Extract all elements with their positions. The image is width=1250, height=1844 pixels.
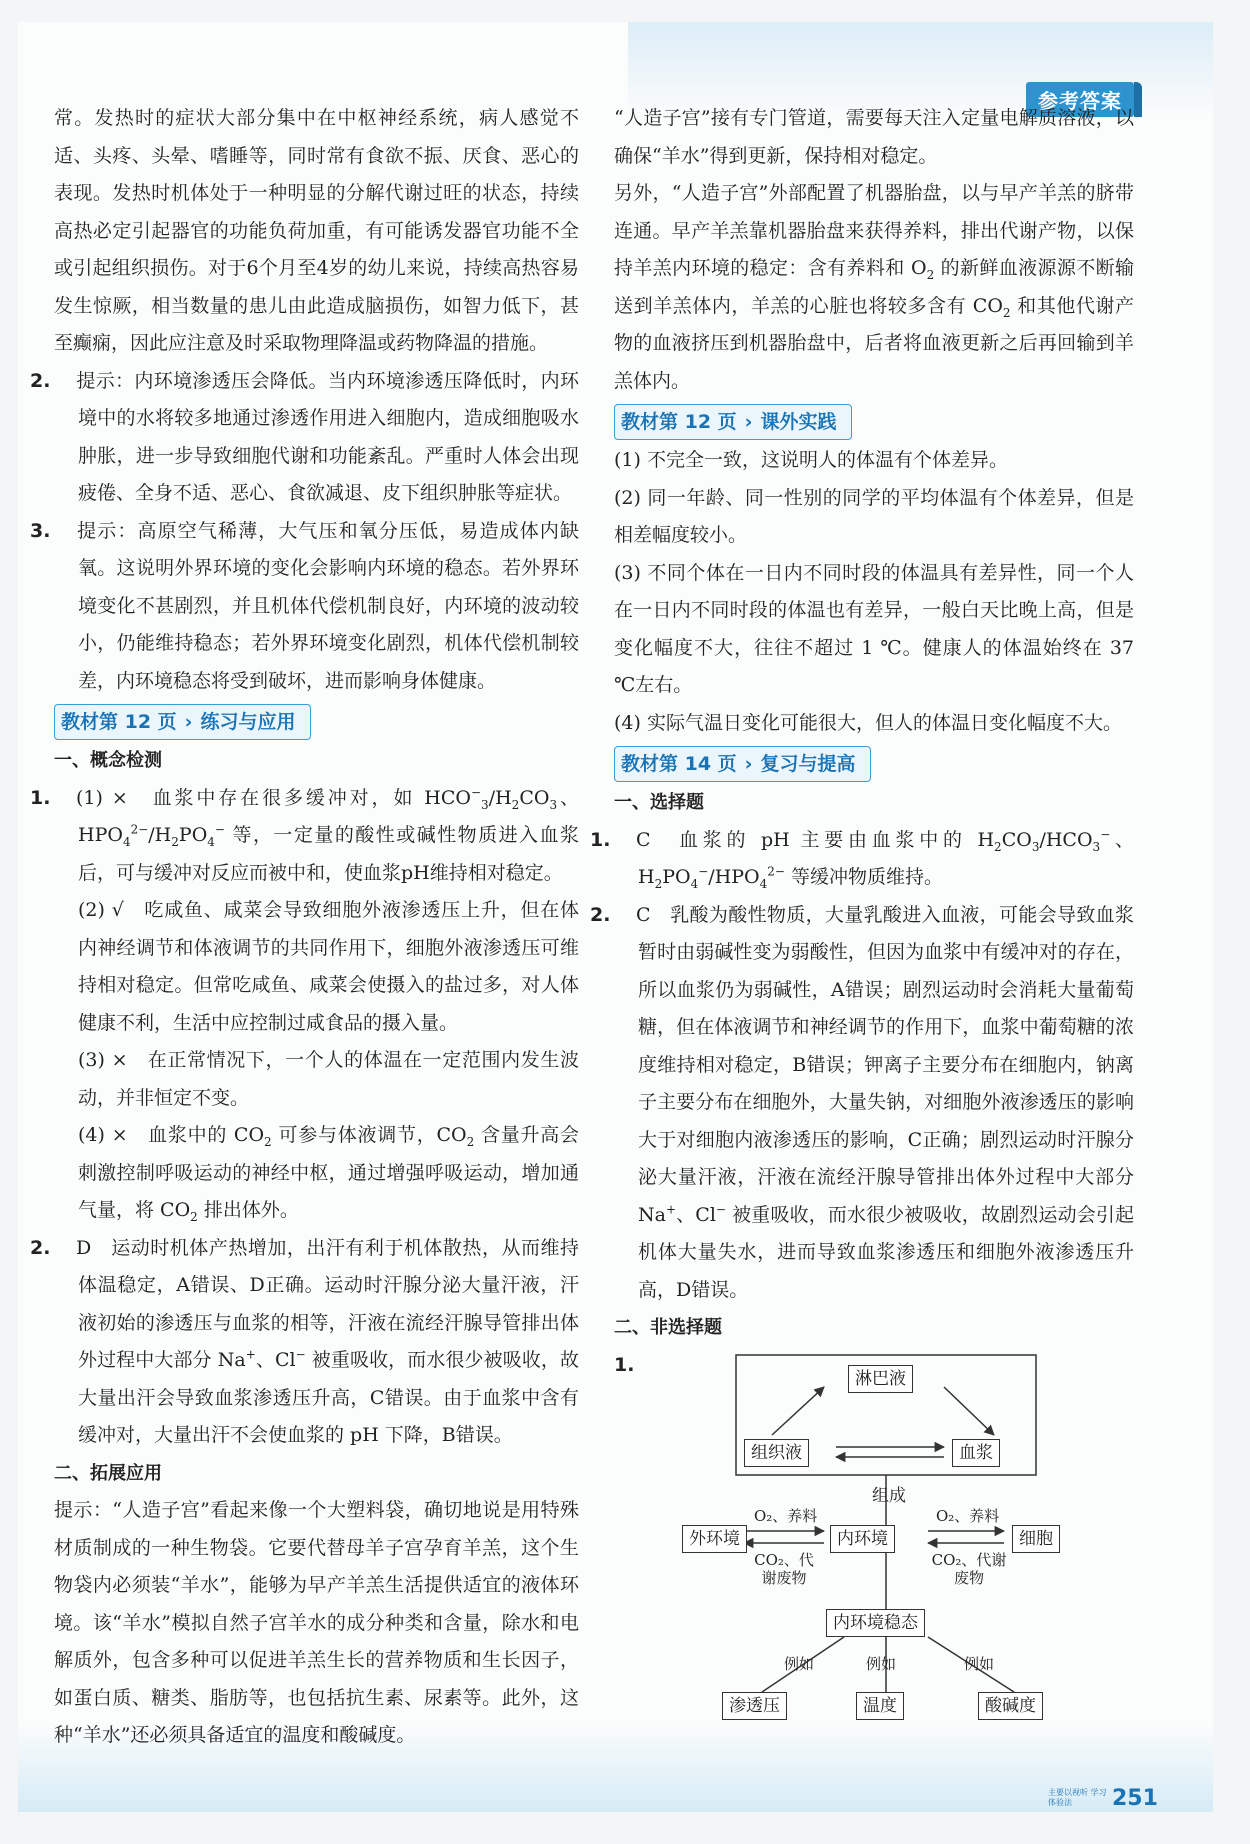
subheading-extension: 二、拓展应用: [54, 1462, 162, 1484]
right-column: [590, 100, 1135, 1727]
extension-paragraph: 提示：“人造子宫”看起来像一个大塑料袋，确切地说是用特殊材质制成的一种生物袋。它要代替母羊子宫孕育羊羔，这个生物袋内必须装“羊水”，能够为早产羊羔生活提供适宜的液体环境。该“羊水”模拟自然子宫羊水的成分种类和含量，除水和电解质外，包含多种可以促进羊羔生长的营养物质和生长因子，如蛋白质、糖类、脂肪等，也包括抗生素、尿素等。此外，这种“羊水”还必须具备适宜的温度和酸碱度。: [54, 1499, 579, 1746]
item-3: [30, 513, 579, 701]
question-1-part-3: (3) × 在正常情况下，一个人的体温在一定范围内发生波动，并非恒定不变。: [78, 1049, 579, 1109]
right-paragraph-2: 另外，“人造子宫”外部配置了机器胎盘，以与早产羊羔的脐带连通。早产羊羔靠机器胎盘来获得养料，排出代谢产物，以保持羊羔内环境的稳定：含有养料和 $O_2$ 的新鲜血液源源不断输送到羊羔体内，羊羔的心脏也将较多含有 $CO_2$ 和其他代谢产物的血液挤压到机器胎盘中，后者将血液更新之后再回输到羊羔体内。: [614, 182, 1135, 392]
question-1-part-1: 1. (1) × 血浆中存在很多缓冲对，如 $HCO^-_3/H_2CO_3$、$HPO_4^{2-}/H_2PO_4^-$ 等，一定量的酸性或碱性物质进入血浆后，可与缓冲对反应而被中和，使血浆pH维持相对稳定。: [54, 780, 579, 893]
subheading-concept-check: 一、概念检测: [54, 750, 162, 771]
choice-1-number: 1.: [590, 828, 611, 851]
section-name: 课外实践: [760, 411, 837, 433]
page-number: 251: [1112, 1786, 1158, 1811]
o2-nutrients-left: O₂、养料: [754, 1506, 818, 1525]
plasma-box: 血浆: [952, 1439, 1000, 1467]
example-label-3: 例如: [964, 1654, 995, 1673]
osmotic-pressure-box: 渗透压: [722, 1692, 787, 1720]
ph-box: 酸碱度: [978, 1692, 1043, 1720]
practice-answer-2: (2) 同一年龄、同一性别的同学的平均体温有个体差异，但是相差幅度较小。: [614, 486, 1134, 546]
section-title-practice: [54, 704, 311, 740]
choice-2: 2. C 乳酸为酸性物质，大量乳酸进入血液，可能会导致血浆暂时由弱碱性变为弱酸性，但因为血浆中有缓冲对的存在，所以血浆仍为弱碱性，A错误；剧烈运动时会消耗大量葡萄糖，但在体液调节和神经调节的作用下，血浆中葡萄糖的浓度维持相对稳定，B错误；钾离子主要分布在细胞内，钠离子主要分布在细胞外，大量失钠，对细胞外液渗透压的影响大于对细胞内液渗透压的影响，C正确；剧烈运动时汗腺分泌大量汗液，汗液在流经汗腺导管排出体外过程中大部分 Na+、Cl− 被重吸收，而水很少被吸收，故剧烈运动会引起机体大量失水，进而导致血浆渗透压和细胞外液渗透压升高，D错误。: [614, 897, 1134, 1310]
o2-nutrients-right: O₂、养料: [936, 1506, 1000, 1525]
question-1-number: 1.: [30, 786, 51, 809]
example-label-1: 例如: [784, 1654, 815, 1673]
homeostasis-box: 内环境稳态: [826, 1609, 925, 1637]
chevron-right-icon: ›: [744, 753, 753, 775]
temperature-box: 温度: [856, 1692, 904, 1720]
section-title-review: [614, 746, 871, 782]
non-choice-1-number: 1.: [614, 1353, 635, 1376]
item-3-number: 3.: [30, 519, 51, 542]
co2-waste-left: CO₂、代谢废物: [754, 1550, 814, 1587]
item-2-number: 2.: [30, 369, 51, 392]
question-2-number: 2.: [30, 1236, 51, 1259]
non-choice-question-1: [614, 1347, 1134, 1727]
choice-1: 1. C 血浆的 pH 主要由血浆中的 $H_2CO_3/HCO_3^-$、$H_2PO_4^-/HPO_4^{2-}$ 等缓冲物质维持。: [614, 822, 1134, 897]
intro-paragraph: 常。发热时的症状大部分集中在中枢神经系统，病人感觉不适、头疼、头晕、嗜睡等，同时常有食欲不振、厌食、恶心的表现。发热时机体处于一种明显的分解代谢过旺的状态，持续高热必定引起器官的功能负荷加重，有可能诱发器官功能不全或引起组织损伤。对于6个月至4岁的幼儿来说，持续高热容易发生惊厥，相当数量的患儿由此造成脑损伤，如智力低下，甚至癫痫，因此应注意及时采取物理降温或药物降温的措施。: [54, 107, 579, 354]
compose-label: 组成: [872, 1485, 906, 1506]
tissue-fluid-box: 组织液: [744, 1439, 809, 1467]
arrow-lymph-to-plasma: [944, 1387, 994, 1435]
example-label-2: 例如: [866, 1654, 897, 1673]
practice-answer-3: (3) 不同个体在一日内不同时段的体温具有差异性，同一个人在一日内不同时段的体温也有差异，一般白天比晚上高，但是变化幅度不大，往往不超过 1 ℃。健康人的体温始终在 37 ℃左右。: [614, 561, 1134, 696]
practice-answer-1: (1) 不完全一致，这说明人的体温有个体差异。: [614, 449, 1008, 471]
section-name: 复习与提高: [760, 753, 856, 775]
lymph-box: 淋巴液: [848, 1365, 913, 1393]
item-3-text: 提示：高原空气稀薄，大气压和氧分压低，易造成体内缺氧。这说明外界环境的变化会影响内环境的稳态。若外界环境变化不甚剧烈，并且机体代偿机制良好，内环境的波动较小，仍能维持稳态；若外界环境变化剧烈，机体代偿机制较差，内环境稳态将受到破坏，进而影响身体健康。: [76, 519, 579, 692]
chevron-right-icon: ›: [184, 711, 193, 733]
item-2-text: 提示：内环境渗透压会降低。当内环境渗透压降低时，内环境中的水将较多地通过渗透作用进入细胞内，造成细胞吸水肿胀，进一步导致细胞代谢和功能紊乱。严重时人体会出现疲倦、全身不适、恶心、食欲减退、皮下组织肿胀等症状。: [76, 369, 579, 504]
arrow-tissue-to-lymph: [772, 1387, 824, 1435]
section-page-label: 教材第 12 页: [621, 411, 737, 433]
question-1-part-4: (4) × 血浆中的 $CO_2$ 可参与体液调节，$CO_2$ 含量升高会刺激控制呼吸运动的神经中枢，通过增强呼吸运动，增加通气量，将 $CO_2$ 排出体外。: [78, 1124, 580, 1224]
section-name: 练习与应用: [200, 711, 296, 733]
practice-answer-4: (4) 实际气温日变化可能很大，但人的体温日变化幅度不大。: [614, 711, 1122, 734]
section-title-outdoor-practice: [614, 404, 852, 440]
internal-environment-diagram: [644, 1347, 1144, 1727]
cell-box: 细胞: [1012, 1525, 1060, 1553]
section-page-label: 教材第 12 页: [61, 711, 177, 733]
footer-note: 主要以视听 学习体验法: [1048, 1788, 1107, 1807]
question-2: 2. D 运动时机体产热增加，出汗有利于机体散热，从而维持体温稳定，A错误、D正确。运动时汗腺分泌大量汗液，汗液初始的渗透压与血浆的相等，汗液在流经汗腺导管排出体外过程中大部分 Na+、Cl− 被重吸收，而水很少被吸收，故大量出汗会导致血浆渗透压升高，C错误。由于血浆中含有缓冲对，大量出汗不会使血浆的 pH 下降，B错误。: [54, 1230, 579, 1455]
choice-2-number: 2.: [590, 903, 611, 926]
question-1-part-2: (2) √ 吃咸鱼、咸菜会导致细胞外液渗透压上升，但在体内神经调节和体液调节的共同作用下，细胞外液渗透压可维持相对稳定。但常吃咸鱼、咸菜会使摄入的盐过多，对人体健康不利，生活中应控制过咸食品的摄入量。: [78, 899, 579, 1034]
item-2: [30, 363, 579, 513]
right-paragraph-1: “人造子宫”接有专门管道，需要每天注入定量电解质溶液，以确保“羊水”得到更新，保持相对稳定。: [614, 107, 1134, 167]
section-page-label: 教材第 14 页: [621, 753, 737, 775]
subheading-multiple-choice: 一、选择题: [614, 792, 704, 813]
chevron-right-icon: ›: [744, 411, 753, 433]
subheading-non-choice: 二、非选择题: [614, 1317, 722, 1338]
internal-environment-box: 内环境: [830, 1525, 895, 1553]
left-column: [30, 100, 580, 1755]
outer-environment-box: 外环境: [682, 1525, 747, 1553]
answer-key-tag: 参考答案: [1026, 82, 1134, 117]
co2-waste-right: CO₂、代谢废物: [931, 1550, 1007, 1587]
